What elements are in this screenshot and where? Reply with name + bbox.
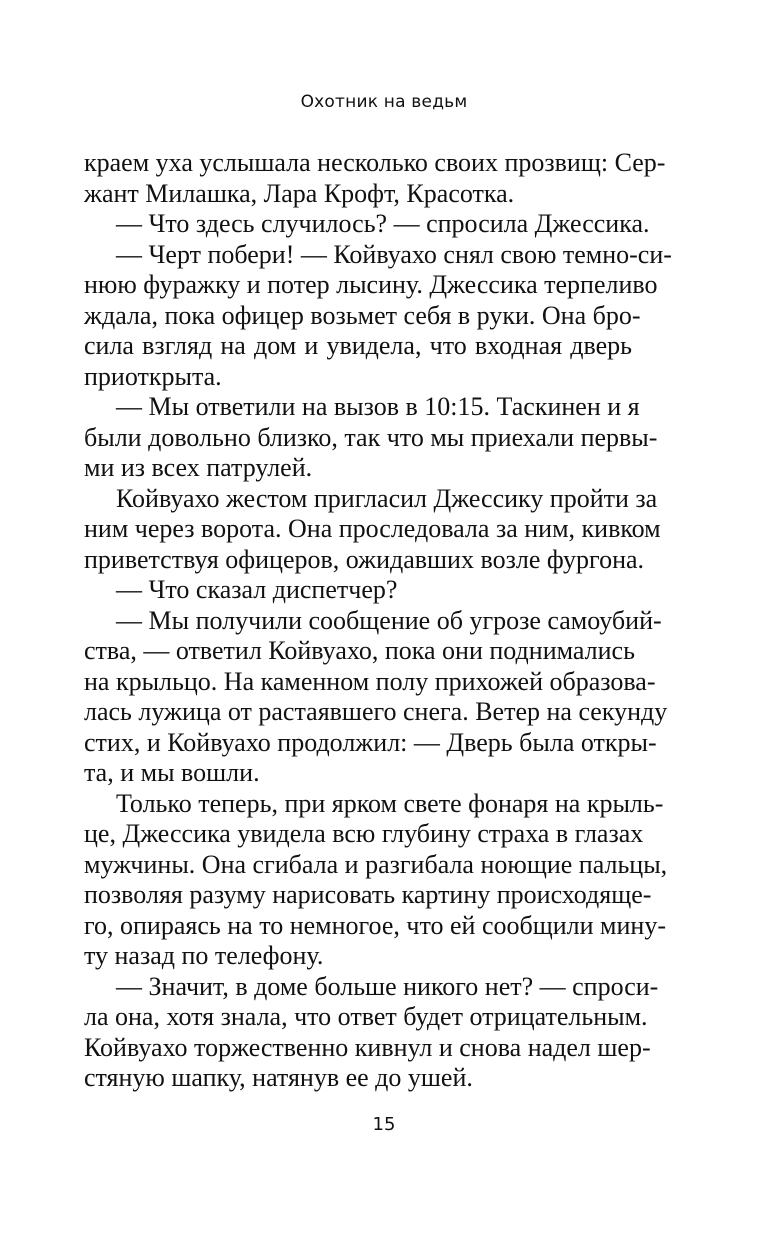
text-line: на крыльцо. На каменном полу прихожей образова-	[84, 666, 656, 696]
text-line: — Мы ответили на вызов в 10:15. Таскинен и я	[116, 392, 640, 421]
text-line: ним через ворота. Она проследовала за ним, кивком	[84, 514, 661, 543]
text-line: ства, — ответил Койвуахо, пока они поднимались	[84, 636, 635, 665]
text-line: — Черт побери! — Койвуахо снял свою темно-си-	[116, 239, 672, 269]
text-line: це, Джессика увидела всю глубину страха в глазах	[84, 819, 644, 848]
text-line: — Мы получили сообщение об угрозе самоубий-	[116, 605, 662, 635]
text-line: — Значит, в доме больше никого нет? — спроси-	[116, 971, 659, 1001]
text-line: приоткрыта.	[84, 361, 222, 391]
text-line: — Что сказал диспетчер?	[116, 575, 398, 604]
running-title: Охотник на ведьм	[300, 92, 468, 112]
text-line: нюю фуражку и потер лысину. Джессика терпеливо	[84, 270, 658, 299]
text-line: та, и мы вошли.	[84, 758, 260, 787]
text-line: стих, и Койвуахо продолжил: — Дверь была откры-	[84, 727, 657, 757]
text-line: — Что здесь случилось? — спросила Джессика.	[116, 209, 650, 238]
text-line: Койвуахо торжественно кивнул и снова надел шер-	[84, 1032, 651, 1062]
body-text	[84, 148, 672, 1094]
text-line: ла она, хотя знала, что ответ будет отрицательным.	[84, 1002, 648, 1031]
text-line: го, опираясь на то немногое, что ей сообщили мину-	[84, 910, 666, 940]
text-line: позволяя разуму нарисовать картину происходяще-	[84, 880, 652, 909]
text-line: стяную шапку, натянув ее до ушей.	[84, 1063, 473, 1092]
text-line: ждала, пока офицер возьмет себя в руки. Она бро-	[84, 300, 641, 330]
page-number: 15	[372, 1114, 396, 1135]
text-line: приветствуя офицеров, ожидавших возле фургона.	[84, 544, 645, 574]
text-line: сила взгляд на дом и увидела, что входная дверь	[84, 331, 632, 360]
text-line: Койвуахо жестом пригласил Джессику пройти за	[116, 483, 658, 513]
text-line: были довольно близко, так что мы приехали первы-	[84, 422, 658, 452]
text-line: мужчины. Она сгибала и разгибала ноющие пальцы,	[84, 849, 668, 879]
text-line: Только теперь, при ярком свете фонаря на крыль-	[116, 788, 664, 818]
text-line: ми из всех патрулей.	[84, 453, 313, 482]
text-line: ту назад по телефону.	[84, 941, 324, 970]
text-line: краем уха услышала несколько своих прозвищ: Сер-	[84, 148, 666, 177]
text-line: жант Милашка, Лара Крофт, Красотка.	[84, 178, 515, 208]
text-line: лась лужица от растаявшего снега. Ветер на секунду	[84, 697, 668, 726]
